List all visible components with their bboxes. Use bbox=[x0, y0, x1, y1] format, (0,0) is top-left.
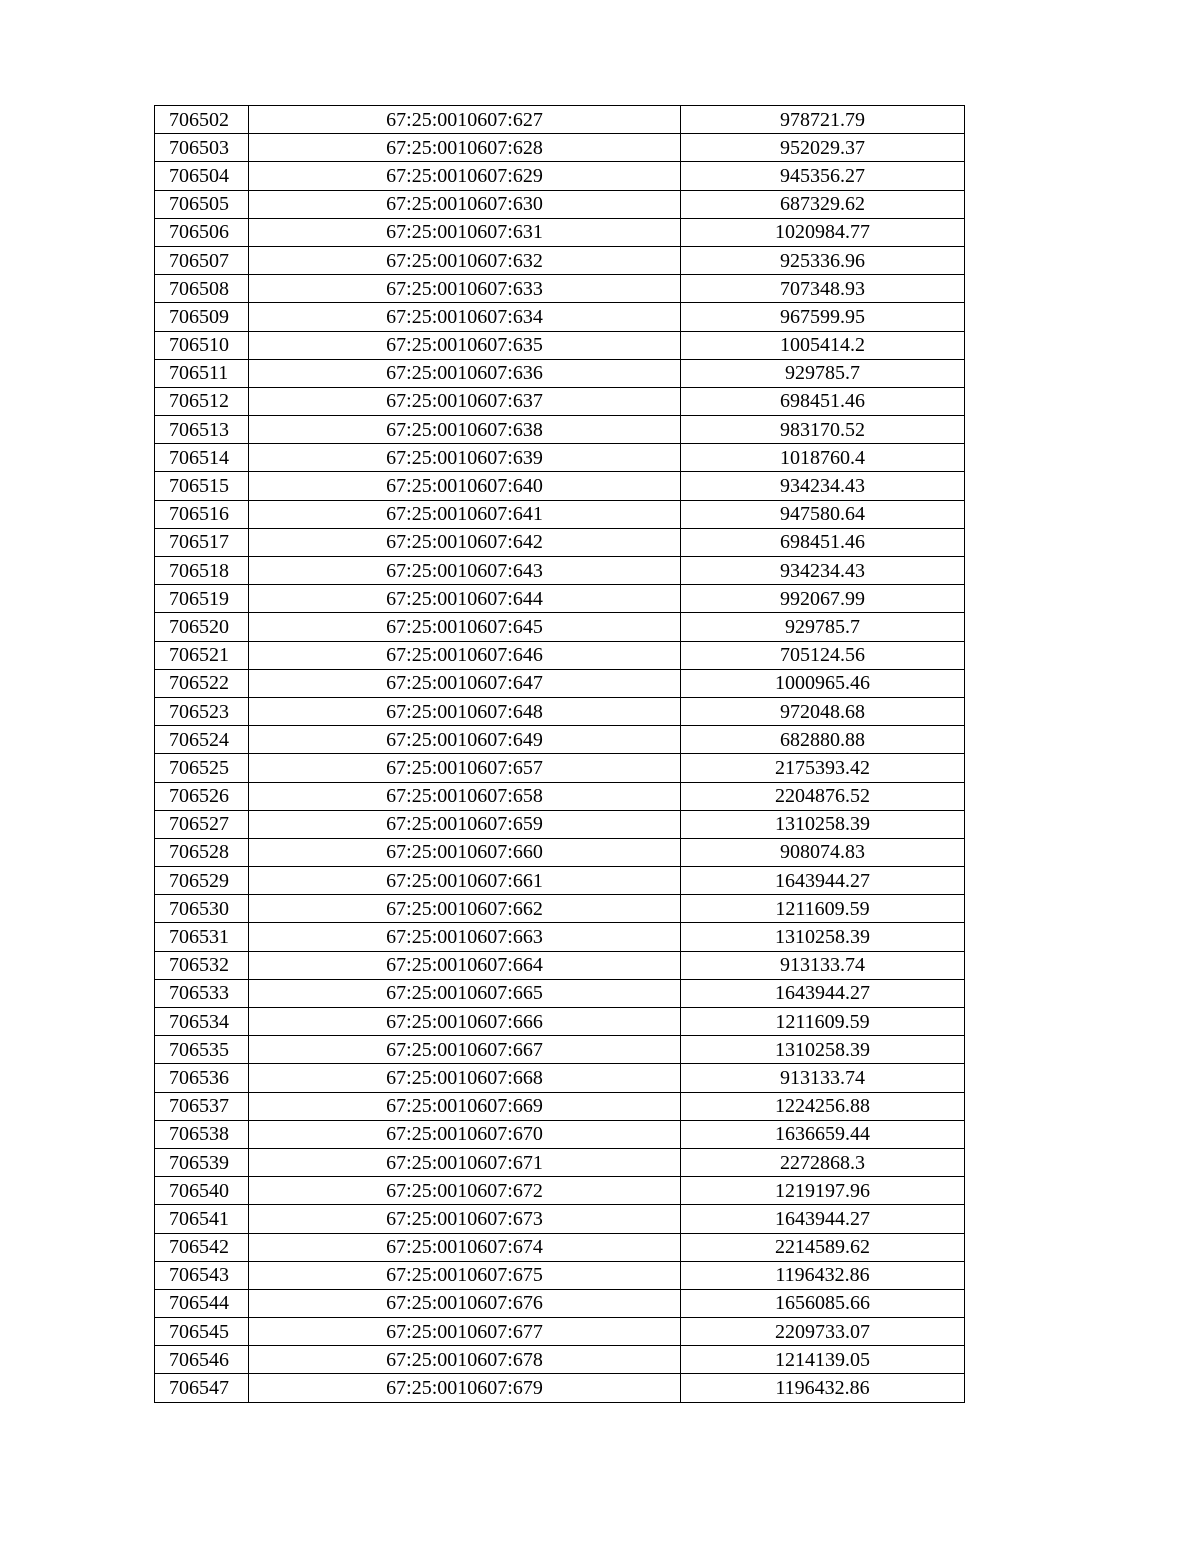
table-row bbox=[155, 500, 965, 528]
row-number-cell: 706545 bbox=[155, 1318, 249, 1346]
cadastral-number-cell: 67:25:0010607:661 bbox=[249, 867, 681, 895]
table-row bbox=[155, 416, 965, 444]
row-number-cell: 706521 bbox=[155, 641, 249, 669]
table-row bbox=[155, 162, 965, 190]
table-row bbox=[155, 1008, 965, 1036]
cadastral-value-cell: 992067.99 bbox=[681, 585, 965, 613]
cadastral-value-cell: 972048.68 bbox=[681, 697, 965, 725]
row-number-cell: 706510 bbox=[155, 331, 249, 359]
row-number-cell: 706535 bbox=[155, 1036, 249, 1064]
cadastral-value-cell: 1310258.39 bbox=[681, 810, 965, 838]
cadastral-number-cell: 67:25:0010607:670 bbox=[249, 1120, 681, 1148]
cadastral-value-cell: 1020984.77 bbox=[681, 218, 965, 246]
table-row bbox=[155, 895, 965, 923]
table-row bbox=[155, 585, 965, 613]
cadastral-number-cell: 67:25:0010607:678 bbox=[249, 1346, 681, 1374]
table-row bbox=[155, 218, 965, 246]
table-row bbox=[155, 444, 965, 472]
row-number-cell: 706541 bbox=[155, 1205, 249, 1233]
row-number-cell: 706530 bbox=[155, 895, 249, 923]
cadastral-number-cell: 67:25:0010607:648 bbox=[249, 697, 681, 725]
cadastral-number-cell: 67:25:0010607:633 bbox=[249, 275, 681, 303]
row-number-cell: 706520 bbox=[155, 613, 249, 641]
row-number-cell: 706508 bbox=[155, 275, 249, 303]
cadastral-number-cell: 67:25:0010607:664 bbox=[249, 951, 681, 979]
row-number-cell: 706505 bbox=[155, 190, 249, 218]
table-row bbox=[155, 726, 965, 754]
table-row bbox=[155, 106, 965, 134]
table-row bbox=[155, 387, 965, 415]
table-row bbox=[155, 1148, 965, 1176]
cadastral-value-cell: 1018760.4 bbox=[681, 444, 965, 472]
cadastral-number-cell: 67:25:0010607:663 bbox=[249, 923, 681, 951]
cadastral-number-cell: 67:25:0010607:679 bbox=[249, 1374, 681, 1402]
cadastral-value-cell: 1656085.66 bbox=[681, 1289, 965, 1317]
cadastral-value-cell: 929785.7 bbox=[681, 613, 965, 641]
table-row bbox=[155, 1205, 965, 1233]
cadastral-number-cell: 67:25:0010607:675 bbox=[249, 1261, 681, 1289]
cadastral-value-cell: 1643944.27 bbox=[681, 979, 965, 1007]
row-number-cell: 706524 bbox=[155, 726, 249, 754]
cadastral-number-cell: 67:25:0010607:639 bbox=[249, 444, 681, 472]
cadastral-number-cell: 67:25:0010607:637 bbox=[249, 387, 681, 415]
row-number-cell: 706533 bbox=[155, 979, 249, 1007]
row-number-cell: 706532 bbox=[155, 951, 249, 979]
cadastral-number-cell: 67:25:0010607:647 bbox=[249, 669, 681, 697]
row-number-cell: 706511 bbox=[155, 359, 249, 387]
cadastral-value-cell: 1310258.39 bbox=[681, 1036, 965, 1064]
row-number-cell: 706504 bbox=[155, 162, 249, 190]
cadastral-value-cell: 705124.56 bbox=[681, 641, 965, 669]
table-row bbox=[155, 613, 965, 641]
cadastral-value-cell: 1196432.86 bbox=[681, 1261, 965, 1289]
cadastral-value-cell: 947580.64 bbox=[681, 500, 965, 528]
row-number-cell: 706534 bbox=[155, 1008, 249, 1036]
cadastral-number-cell: 67:25:0010607:635 bbox=[249, 331, 681, 359]
cadastral-number-cell: 67:25:0010607:660 bbox=[249, 838, 681, 866]
table-row bbox=[155, 1346, 965, 1374]
cadastral-number-cell: 67:25:0010607:657 bbox=[249, 754, 681, 782]
cadastral-value-cell: 1643944.27 bbox=[681, 867, 965, 895]
table-row bbox=[155, 1177, 965, 1205]
cadastral-value-cell: 1310258.39 bbox=[681, 923, 965, 951]
table-row bbox=[155, 275, 965, 303]
table-row bbox=[155, 359, 965, 387]
table-row bbox=[155, 190, 965, 218]
table-row bbox=[155, 1064, 965, 1092]
row-number-cell: 706509 bbox=[155, 303, 249, 331]
row-number-cell: 706512 bbox=[155, 387, 249, 415]
cadastral-value-cell: 978721.79 bbox=[681, 106, 965, 134]
cadastral-number-cell: 67:25:0010607:640 bbox=[249, 472, 681, 500]
cadastral-value-cell: 2209733.07 bbox=[681, 1318, 965, 1346]
table-row bbox=[155, 782, 965, 810]
table-row bbox=[155, 528, 965, 556]
cadastral-value-cell: 967599.95 bbox=[681, 303, 965, 331]
cadastral-value-cell: 1196432.86 bbox=[681, 1374, 965, 1402]
cadastral-value-cell: 1219197.96 bbox=[681, 1177, 965, 1205]
cadastral-number-cell: 67:25:0010607:669 bbox=[249, 1092, 681, 1120]
table-row bbox=[155, 1036, 965, 1064]
row-number-cell: 706506 bbox=[155, 218, 249, 246]
cadastral-number-cell: 67:25:0010607:671 bbox=[249, 1148, 681, 1176]
cadastral-value-cell: 934234.43 bbox=[681, 557, 965, 585]
table-row bbox=[155, 754, 965, 782]
cadastral-number-cell: 67:25:0010607:628 bbox=[249, 134, 681, 162]
row-number-cell: 706544 bbox=[155, 1289, 249, 1317]
cadastral-number-cell: 67:25:0010607:630 bbox=[249, 190, 681, 218]
row-number-cell: 706516 bbox=[155, 500, 249, 528]
table-row bbox=[155, 246, 965, 274]
table-row bbox=[155, 1120, 965, 1148]
cadastral-value-cell: 1211609.59 bbox=[681, 1008, 965, 1036]
cadastral-number-cell: 67:25:0010607:645 bbox=[249, 613, 681, 641]
table-row bbox=[155, 669, 965, 697]
table-row bbox=[155, 1233, 965, 1261]
row-number-cell: 706536 bbox=[155, 1064, 249, 1092]
cadastral-number-cell: 67:25:0010607:668 bbox=[249, 1064, 681, 1092]
cadastral-value-cell: 913133.74 bbox=[681, 1064, 965, 1092]
cadastral-value-cell: 707348.93 bbox=[681, 275, 965, 303]
table-row bbox=[155, 1092, 965, 1120]
cadastral-number-cell: 67:25:0010607:677 bbox=[249, 1318, 681, 1346]
cadastral-value-cell: 913133.74 bbox=[681, 951, 965, 979]
table-row bbox=[155, 951, 965, 979]
cadastral-number-cell: 67:25:0010607:666 bbox=[249, 1008, 681, 1036]
cadastral-number-cell: 67:25:0010607:627 bbox=[249, 106, 681, 134]
row-number-cell: 706528 bbox=[155, 838, 249, 866]
cadastral-number-cell: 67:25:0010607:662 bbox=[249, 895, 681, 923]
table-row bbox=[155, 1289, 965, 1317]
table-row bbox=[155, 697, 965, 725]
row-number-cell: 706531 bbox=[155, 923, 249, 951]
cadastral-number-cell: 67:25:0010607:636 bbox=[249, 359, 681, 387]
row-number-cell: 706529 bbox=[155, 867, 249, 895]
cadastral-value-cell: 925336.96 bbox=[681, 246, 965, 274]
cadastral-value-cell: 2272868.3 bbox=[681, 1148, 965, 1176]
row-number-cell: 706518 bbox=[155, 557, 249, 585]
cadastral-number-cell: 67:25:0010607:676 bbox=[249, 1289, 681, 1317]
table-row bbox=[155, 472, 965, 500]
row-number-cell: 706514 bbox=[155, 444, 249, 472]
cadastral-value-cell: 1643944.27 bbox=[681, 1205, 965, 1233]
row-number-cell: 706542 bbox=[155, 1233, 249, 1261]
cadastral-number-cell: 67:25:0010607:643 bbox=[249, 557, 681, 585]
row-number-cell: 706538 bbox=[155, 1120, 249, 1148]
cadastral-value-cell: 934234.43 bbox=[681, 472, 965, 500]
table-row bbox=[155, 979, 965, 1007]
cadastral-number-cell: 67:25:0010607:667 bbox=[249, 1036, 681, 1064]
row-number-cell: 706513 bbox=[155, 416, 249, 444]
row-number-cell: 706527 bbox=[155, 810, 249, 838]
row-number-cell: 706522 bbox=[155, 669, 249, 697]
table-row bbox=[155, 810, 965, 838]
cadastral-value-cell: 1224256.88 bbox=[681, 1092, 965, 1120]
cadastral-number-cell: 67:25:0010607:665 bbox=[249, 979, 681, 1007]
cadastral-number-cell: 67:25:0010607:672 bbox=[249, 1177, 681, 1205]
cadastral-value-cell: 1214139.05 bbox=[681, 1346, 965, 1374]
row-number-cell: 706517 bbox=[155, 528, 249, 556]
row-number-cell: 706546 bbox=[155, 1346, 249, 1374]
cadastral-value-cell: 698451.46 bbox=[681, 387, 965, 415]
table-row bbox=[155, 1318, 965, 1346]
cadastral-number-cell: 67:25:0010607:673 bbox=[249, 1205, 681, 1233]
row-number-cell: 706507 bbox=[155, 246, 249, 274]
cadastral-number-cell: 67:25:0010607:646 bbox=[249, 641, 681, 669]
cadastral-value-table bbox=[154, 105, 965, 1403]
cadastral-value-cell: 908074.83 bbox=[681, 838, 965, 866]
table-row bbox=[155, 1374, 965, 1402]
cadastral-value-cell: 2204876.52 bbox=[681, 782, 965, 810]
cadastral-value-cell: 1636659.44 bbox=[681, 1120, 965, 1148]
cadastral-value-cell: 983170.52 bbox=[681, 416, 965, 444]
row-number-cell: 706515 bbox=[155, 472, 249, 500]
table-row bbox=[155, 331, 965, 359]
cadastral-value-cell: 1005414.2 bbox=[681, 331, 965, 359]
cadastral-value-cell: 952029.37 bbox=[681, 134, 965, 162]
row-number-cell: 706503 bbox=[155, 134, 249, 162]
table-body bbox=[155, 106, 965, 1403]
cadastral-number-cell: 67:25:0010607:658 bbox=[249, 782, 681, 810]
cadastral-value-cell: 945356.27 bbox=[681, 162, 965, 190]
cadastral-number-cell: 67:25:0010607:642 bbox=[249, 528, 681, 556]
row-number-cell: 706502 bbox=[155, 106, 249, 134]
table-row bbox=[155, 303, 965, 331]
cadastral-number-cell: 67:25:0010607:641 bbox=[249, 500, 681, 528]
row-number-cell: 706526 bbox=[155, 782, 249, 810]
table-row bbox=[155, 867, 965, 895]
cadastral-value-cell: 687329.62 bbox=[681, 190, 965, 218]
row-number-cell: 706523 bbox=[155, 697, 249, 725]
table-row bbox=[155, 641, 965, 669]
cadastral-number-cell: 67:25:0010607:644 bbox=[249, 585, 681, 613]
row-number-cell: 706519 bbox=[155, 585, 249, 613]
cadastral-value-cell: 2214589.62 bbox=[681, 1233, 965, 1261]
cadastral-value-cell: 682880.88 bbox=[681, 726, 965, 754]
cadastral-number-cell: 67:25:0010607:632 bbox=[249, 246, 681, 274]
cadastral-number-cell: 67:25:0010607:634 bbox=[249, 303, 681, 331]
cadastral-number-cell: 67:25:0010607:649 bbox=[249, 726, 681, 754]
cadastral-number-cell: 67:25:0010607:631 bbox=[249, 218, 681, 246]
cadastral-value-cell: 1000965.46 bbox=[681, 669, 965, 697]
table-row bbox=[155, 838, 965, 866]
table-row bbox=[155, 134, 965, 162]
row-number-cell: 706540 bbox=[155, 1177, 249, 1205]
cadastral-value-cell: 1211609.59 bbox=[681, 895, 965, 923]
cadastral-value-cell: 929785.7 bbox=[681, 359, 965, 387]
row-number-cell: 706537 bbox=[155, 1092, 249, 1120]
table-row bbox=[155, 557, 965, 585]
row-number-cell: 706547 bbox=[155, 1374, 249, 1402]
cadastral-number-cell: 67:25:0010607:674 bbox=[249, 1233, 681, 1261]
cadastral-number-cell: 67:25:0010607:638 bbox=[249, 416, 681, 444]
row-number-cell: 706539 bbox=[155, 1148, 249, 1176]
cadastral-number-cell: 67:25:0010607:629 bbox=[249, 162, 681, 190]
cadastral-number-cell: 67:25:0010607:659 bbox=[249, 810, 681, 838]
table-row bbox=[155, 923, 965, 951]
cadastral-value-cell: 2175393.42 bbox=[681, 754, 965, 782]
row-number-cell: 706525 bbox=[155, 754, 249, 782]
table-row bbox=[155, 1261, 965, 1289]
row-number-cell: 706543 bbox=[155, 1261, 249, 1289]
cadastral-value-cell: 698451.46 bbox=[681, 528, 965, 556]
